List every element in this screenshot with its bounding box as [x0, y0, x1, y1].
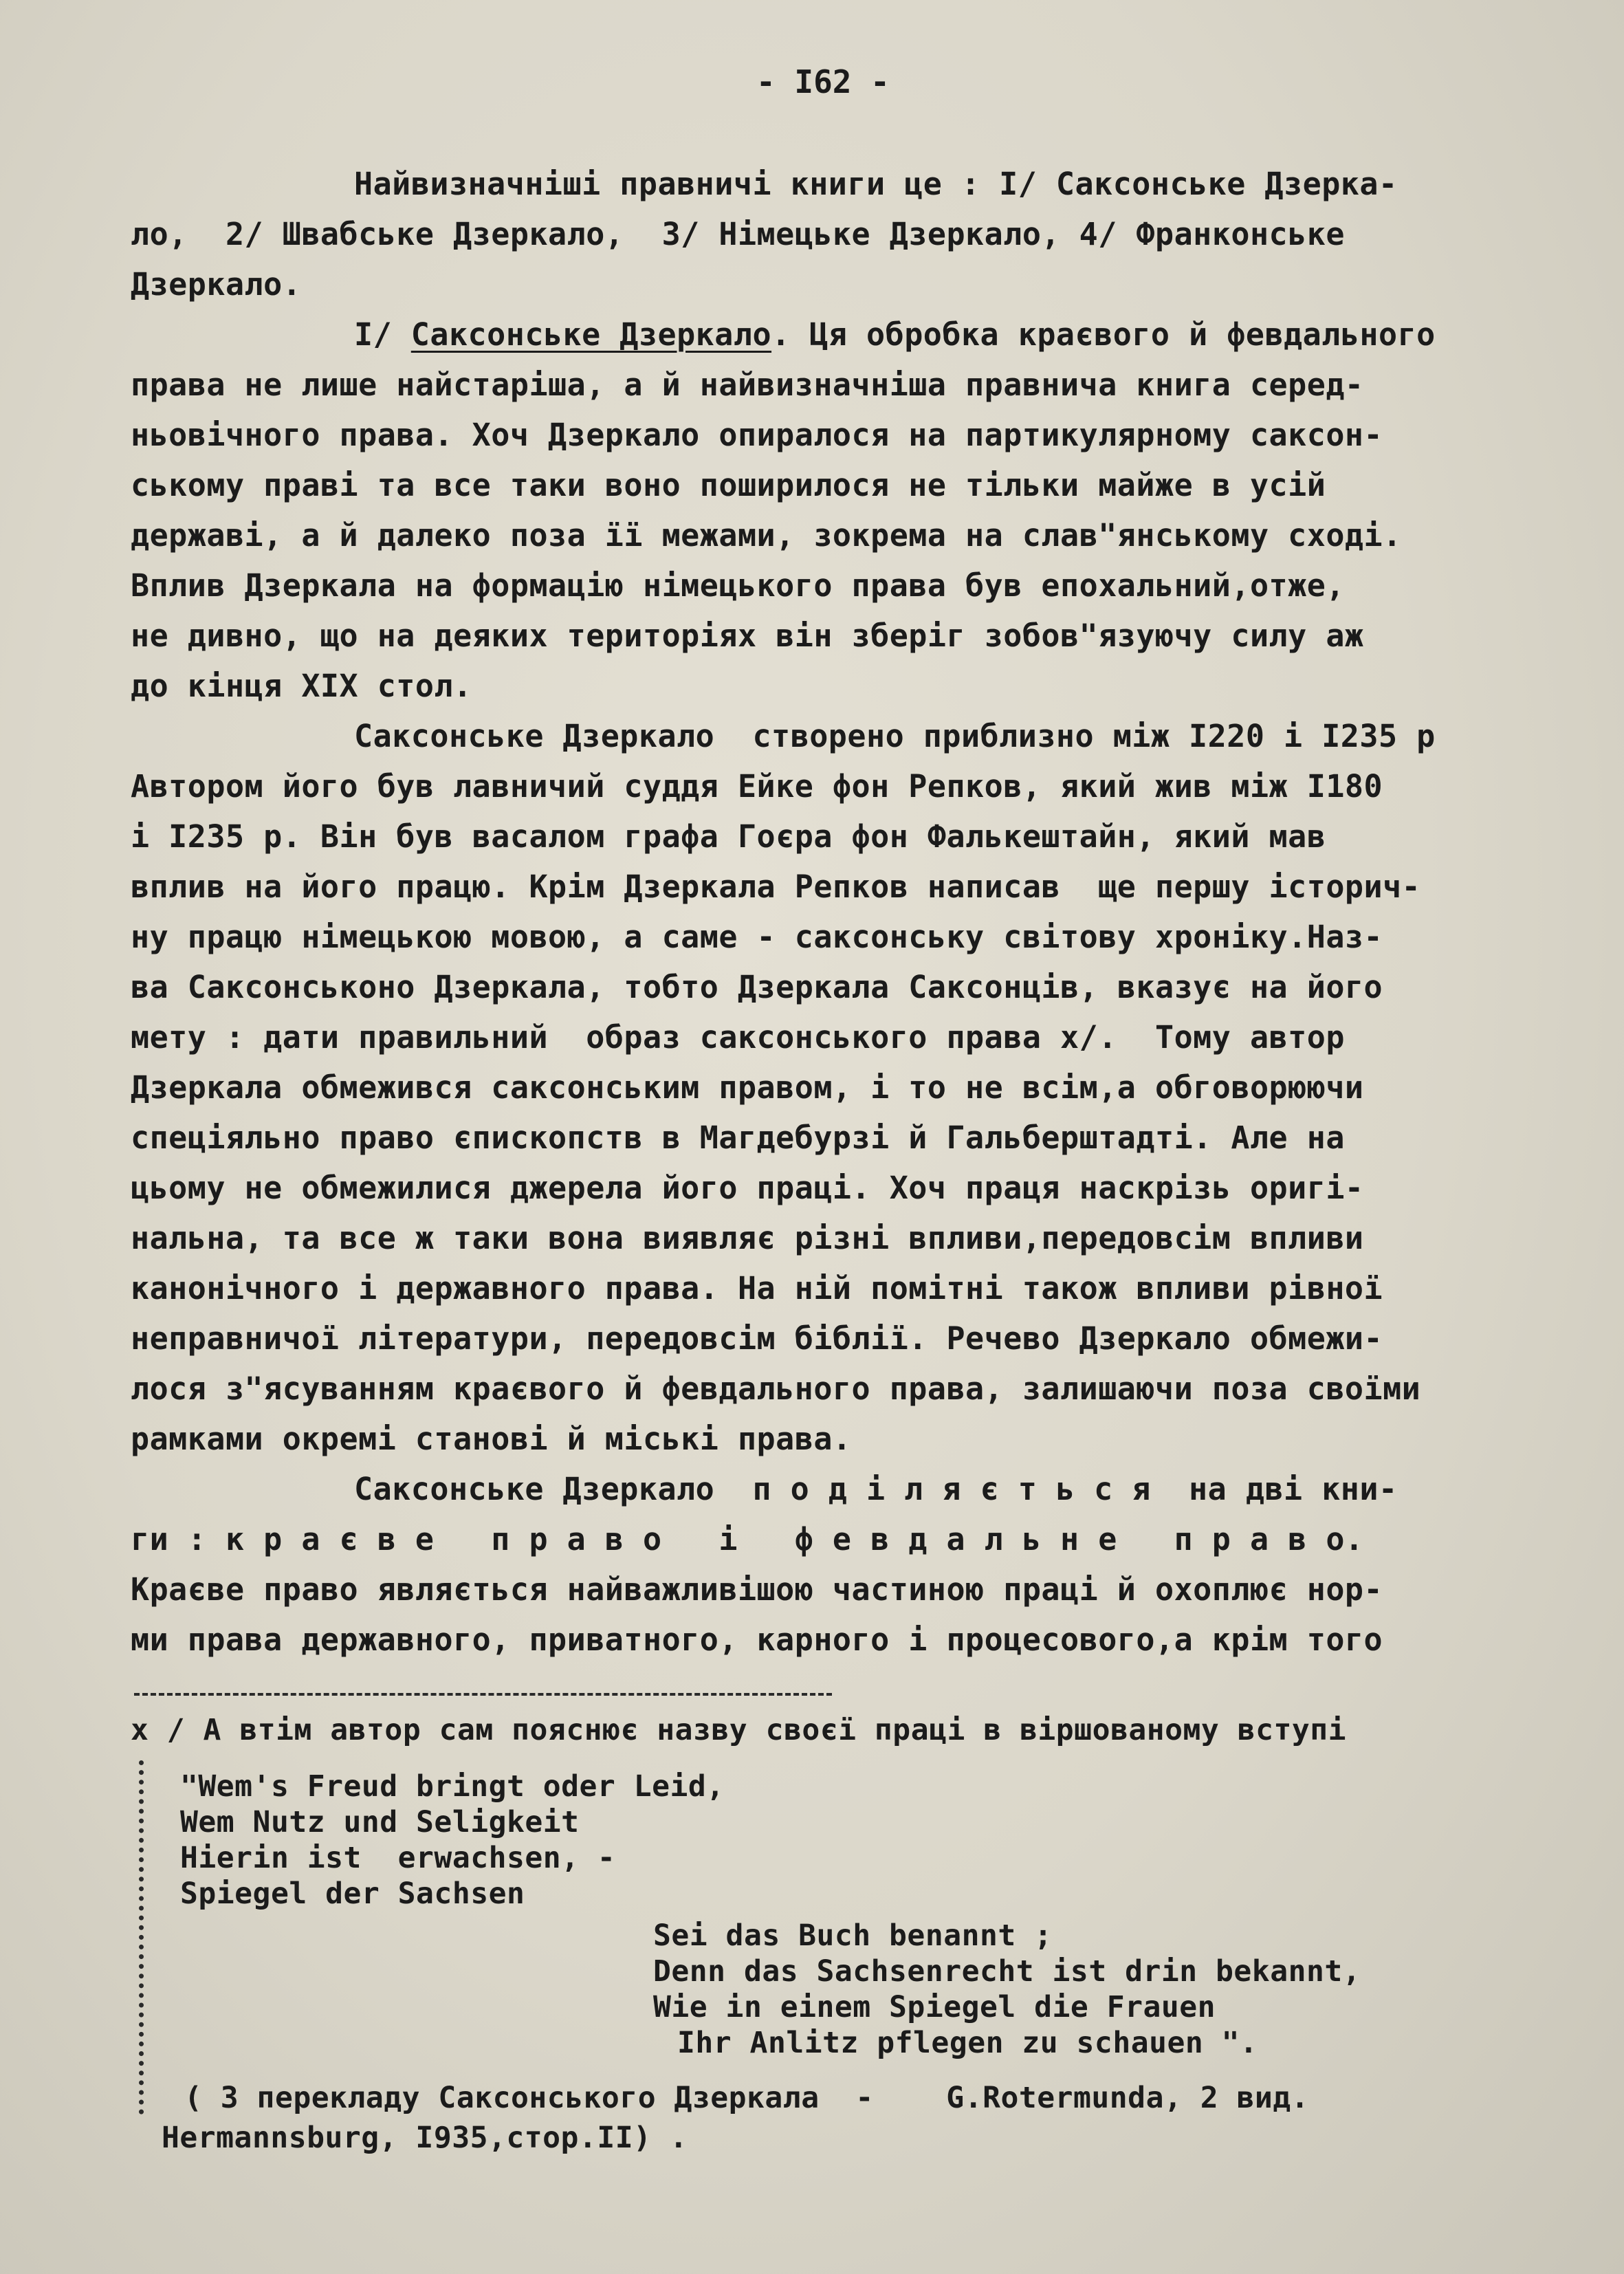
verse-line: Wie in einem Spiegel die Frauen — [653, 1990, 1216, 2024]
body-line: Дзеркала обмежився саксонським правом, і то не всім,а обговорюючи — [131, 1069, 1364, 1106]
body-line: ло, 2/ Швабське Дзеркало, 3/ Німецьке Дзеркало, 4/ Франконське — [131, 216, 1345, 252]
body-line: державі, а й далеко поза її межами, зокрема на слав"янському сході. — [131, 517, 1402, 554]
verse-line: Hierin ist erwachsen, - — [180, 1841, 616, 1875]
body-line: ну працю німецькою мовою, а саме - саксонську світову хроніку.Наз- — [131, 919, 1383, 955]
body-line: мету : дати правильний образ саксонського права x/. Тому автор — [131, 1019, 1345, 1056]
body-line: лося з"ясуванням краєвого й февдального права, залишаючи поза своїми — [131, 1370, 1421, 1407]
body-line: ському праві та все таки воно поширилося не тільки майже в усій — [131, 467, 1326, 503]
body-line: Дзеркало. — [131, 266, 302, 303]
verse-line: "Wem's Freud bringt oder Leid, — [180, 1769, 725, 1804]
body-line: Саксонське Дзеркало п о д і л я є т ь с я на дві кни- — [354, 1471, 1398, 1507]
verse-line: Sei das Buch benannt ; — [653, 1918, 1053, 1953]
footnote-source: Hermannsburg, I935,стор.II) . — [162, 2121, 688, 2155]
body-line: вплив на його працю. Крім Дзеркала Репков написав ще першу історич- — [131, 868, 1421, 905]
section-heading-line: I/ Саксонське Дзеркало. Ця обробка краєвого й февдального — [354, 316, 1436, 353]
footnote-separator — [134, 1693, 832, 1696]
body-line: цьому не обмежилися джерела його праці. Хоч праця наскрізь оригі- — [131, 1170, 1364, 1206]
page-number: - I62 - — [756, 63, 890, 100]
body-line: канонічного і державного права. На ній помітні також впливи рівної — [131, 1270, 1383, 1307]
section-title-underlined: Саксонське Дзеркало — [410, 316, 772, 353]
footnote-intro: x / А втім автор сам пояснює назву своєї праці в віршованому вступі — [131, 1713, 1347, 1747]
body-line: рамками окремі станові й міські права. — [131, 1421, 852, 1457]
body-line: нальна, та все ж таки вона виявляє різні впливи,передовсім впливи — [131, 1220, 1364, 1256]
footnote-margin-dots — [139, 1760, 149, 2114]
body-line: Найвизначніші правничі книги це : I/ Саксонське Дзерка- — [354, 166, 1398, 202]
verse-line: Ihr Anlitz pflegen zu schauen ". — [677, 2026, 1258, 2060]
body-line: неправничої літератури, передовсім біблії. Речево Дзеркало обмежи- — [131, 1320, 1383, 1357]
body-line: ги : к р а є в е п р а в о і ф е в д а л ь н е п р а в о. — [131, 1521, 1364, 1557]
body-line: Саксонське Дзеркало створено приблизно між I220 і I235 р — [354, 718, 1436, 754]
body-line: ва Саксонськоно Дзеркала, тобто Дзеркала Саксонців, вказує на його — [131, 969, 1383, 1005]
body-line: Вплив Дзеркала на формацію німецького права був епохальний,отже, — [131, 567, 1345, 604]
body-line: спеціяльно право єпископств в Магдебурзі й Гальберштадті. Але на — [131, 1119, 1345, 1156]
body-line: ми права державного, приватного, карного і процесового,а крім того — [131, 1621, 1383, 1658]
body-line: Автором його був лавничий суддя Ейке фон Репков, який жив між I180 — [131, 768, 1383, 805]
body-line: не дивно, що на деяких територіях він зберіг зобов"язуючу силу аж — [131, 617, 1364, 654]
body-line: ньовічного права. Хоч Дзеркало опиралося на партикулярному саксон- — [131, 417, 1383, 453]
body-line: права не лише найстаріша, а й найвизначніша правнича книга серед- — [131, 367, 1364, 403]
footnote-source: ( З перекладу Саксонського Дзеркала - G.Rotermunda, 2 вид. — [184, 2081, 1310, 2115]
body-line: і I235 р. Він був васалом графа Гоєра фон Фалькештайн, який мав — [131, 818, 1326, 855]
verse-line: Spiegel der Sachsen — [180, 1877, 525, 1911]
body-line: до кінця XIX стол. — [131, 668, 472, 704]
body-line: Краєве право являється найважливішою частиною праці й охоплює нор- — [131, 1571, 1383, 1608]
verse-line: Denn das Sachsenrecht ist drin bekannt, — [653, 1954, 1361, 1989]
verse-line: Wem Nutz und Seligkeit — [180, 1805, 580, 1839]
